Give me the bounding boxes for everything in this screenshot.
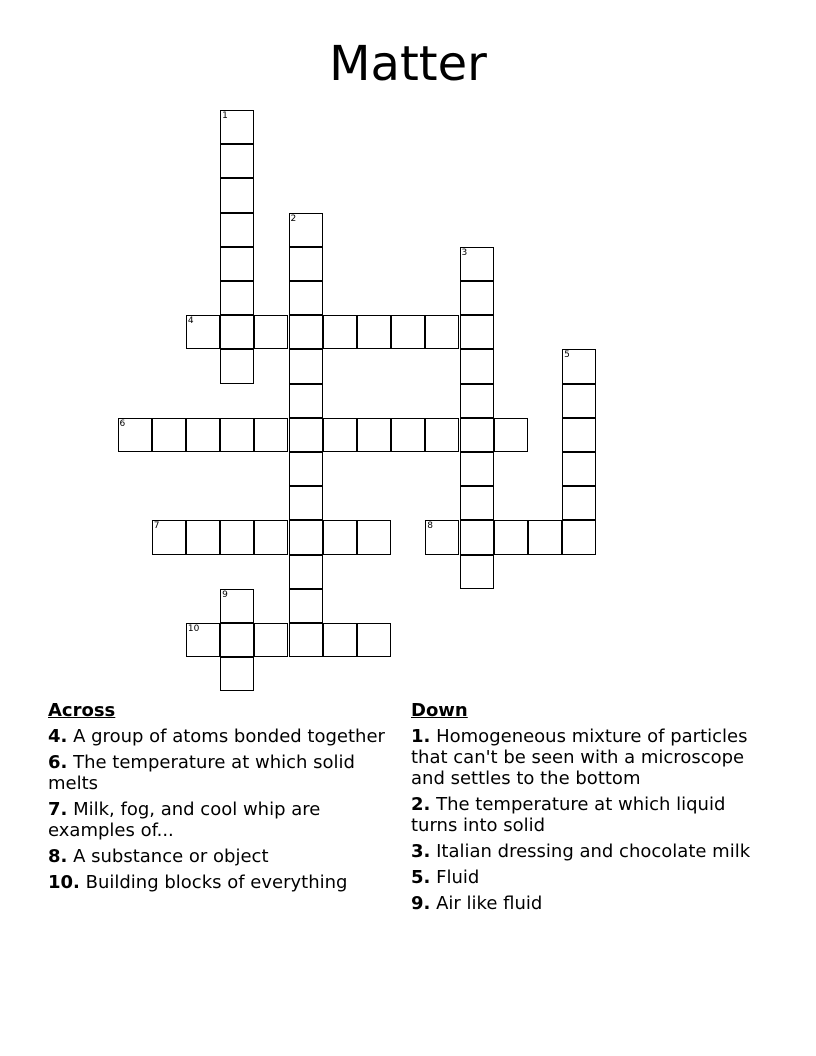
grid-cell[interactable]: [425, 315, 459, 349]
grid-cell[interactable]: [254, 520, 288, 554]
grid-cell[interactable]: [289, 486, 323, 520]
grid-cell[interactable]: [254, 623, 288, 657]
across-clue: [48, 846, 388, 867]
clue-number: 10: [187, 624, 200, 634]
page-title: Matter: [329, 36, 487, 92]
across-clue: [48, 752, 388, 794]
grid-cell[interactable]: [186, 418, 220, 452]
down-clue: [411, 726, 763, 789]
grid-cell[interactable]: [460, 384, 494, 418]
down-heading: Down: [411, 700, 468, 721]
grid-cell[interactable]: [289, 452, 323, 486]
grid-cell[interactable]: [220, 657, 254, 691]
grid-cell[interactable]: [220, 178, 254, 212]
clue-number: 3: [461, 247, 468, 258]
clue-text: Italian dressing and chocolate milk: [430, 841, 751, 862]
grid-cell[interactable]: [289, 589, 323, 623]
clue-label: 9.: [411, 893, 431, 914]
clue-label: 7.: [48, 799, 68, 820]
grid-cell[interactable]: [528, 520, 562, 554]
grid-cell[interactable]: [186, 520, 220, 554]
grid-cell[interactable]: [254, 418, 288, 452]
clue-text: Fluid: [430, 867, 480, 888]
clue-label: 5.: [411, 867, 431, 888]
across-clue-list: [48, 726, 388, 893]
grid-cell[interactable]: [562, 418, 596, 452]
grid-cell[interactable]: [357, 315, 391, 349]
down-clue: [411, 841, 763, 862]
clue-label: 2.: [411, 794, 431, 815]
grid-cell[interactable]: [186, 315, 220, 349]
grid-cell[interactable]: [357, 418, 391, 452]
clue-label: 3.: [411, 841, 431, 862]
grid-cell[interactable]: [460, 349, 494, 383]
grid-cell[interactable]: [460, 281, 494, 315]
clue-text: The temperature at which liquid turns into solid: [411, 794, 726, 836]
clue-label: 8.: [48, 846, 68, 867]
grid-cell[interactable]: [220, 349, 254, 383]
clue-text: Building blocks of everything: [79, 872, 348, 893]
clue-text: Air like fluid: [430, 893, 543, 914]
down-clues: [411, 700, 763, 919]
grid-cell[interactable]: [562, 349, 596, 383]
grid-cell[interactable]: [289, 213, 323, 247]
clue-number: 4: [187, 316, 194, 327]
grid-cell[interactable]: [460, 315, 494, 349]
clue-label: 1.: [411, 726, 431, 747]
clue-number: 9: [222, 589, 228, 600]
grid-cell[interactable]: [289, 623, 323, 657]
grid-cell[interactable]: [460, 418, 494, 452]
grid-cell[interactable]: [562, 520, 596, 554]
clue-text: Milk, fog, and cool whip are examples of...: [48, 799, 321, 841]
grid-cell[interactable]: [186, 623, 220, 657]
grid-cell[interactable]: [460, 452, 494, 486]
grid-cell[interactable]: [220, 589, 254, 623]
grid-cell[interactable]: [220, 144, 254, 178]
across-clue: [48, 872, 388, 893]
grid-cell[interactable]: [460, 555, 494, 589]
grid-cell[interactable]: [562, 452, 596, 486]
clue-number: 6: [119, 418, 126, 429]
clue-text: A substance or object: [67, 846, 269, 867]
grid-cell[interactable]: [118, 418, 152, 452]
grid-cell[interactable]: [460, 247, 494, 281]
across-clue: [48, 799, 388, 841]
clue-number: 8: [427, 521, 434, 532]
grid-cell[interactable]: [220, 213, 254, 247]
clue-text: Homogeneous mixture of particles that can't be seen with a microscope and settles to the bottom: [411, 726, 748, 789]
grid-cell[interactable]: [357, 623, 391, 657]
grid-cell[interactable]: [494, 520, 528, 554]
grid-cell[interactable]: [289, 520, 323, 554]
clue-number: 1: [222, 111, 228, 121]
grid-cell[interactable]: [562, 384, 596, 418]
grid-cell[interactable]: [289, 349, 323, 383]
grid-cell[interactable]: [562, 486, 596, 520]
grid-cell[interactable]: [494, 418, 528, 452]
grid-cell[interactable]: [152, 418, 186, 452]
grid-cell[interactable]: [289, 418, 323, 452]
clue-number: 5: [564, 350, 570, 361]
clue-label: 4.: [48, 726, 68, 747]
grid-cell[interactable]: [220, 110, 254, 144]
down-clue: [411, 893, 763, 914]
grid-cell[interactable]: [220, 520, 254, 554]
clue-text: A group of atoms bonded together: [67, 726, 385, 747]
grid-cell[interactable]: [391, 315, 425, 349]
grid-cell[interactable]: [220, 281, 254, 315]
grid-cell[interactable]: [289, 247, 323, 281]
grid-cell[interactable]: [391, 418, 425, 452]
grid-cell[interactable]: [323, 315, 357, 349]
down-clue: [411, 794, 763, 836]
grid-cell[interactable]: [425, 520, 459, 554]
down-clue: [411, 867, 763, 888]
clue-number: 2: [290, 213, 297, 224]
clue-label: 10.: [48, 872, 80, 893]
grid-cell[interactable]: [220, 315, 254, 349]
grid-cell[interactable]: [220, 623, 254, 657]
clue-text: The temperature at which solid melts: [48, 752, 355, 794]
grid-cell[interactable]: [323, 418, 357, 452]
grid-cell[interactable]: [323, 520, 357, 554]
clue-number: 7: [153, 521, 160, 532]
grid-cell[interactable]: [460, 486, 494, 520]
grid-cell[interactable]: [152, 520, 186, 554]
grid-cell[interactable]: [289, 384, 323, 418]
down-clue-list: [411, 726, 763, 914]
grid-cell[interactable]: [460, 520, 494, 554]
grid-cell[interactable]: [323, 623, 357, 657]
grid-cell[interactable]: [220, 247, 254, 281]
grid-cell[interactable]: [425, 418, 459, 452]
grid-cell[interactable]: [254, 315, 288, 349]
grid-cell[interactable]: [357, 520, 391, 554]
clue-label: 6.: [48, 752, 68, 773]
grid-cell[interactable]: [289, 555, 323, 589]
across-heading: Across: [48, 700, 116, 721]
grid-cell[interactable]: [289, 281, 323, 315]
grid-cell[interactable]: [289, 315, 323, 349]
across-clues: [48, 700, 388, 898]
across-clue: [48, 726, 388, 747]
grid-cell[interactable]: [220, 418, 254, 452]
